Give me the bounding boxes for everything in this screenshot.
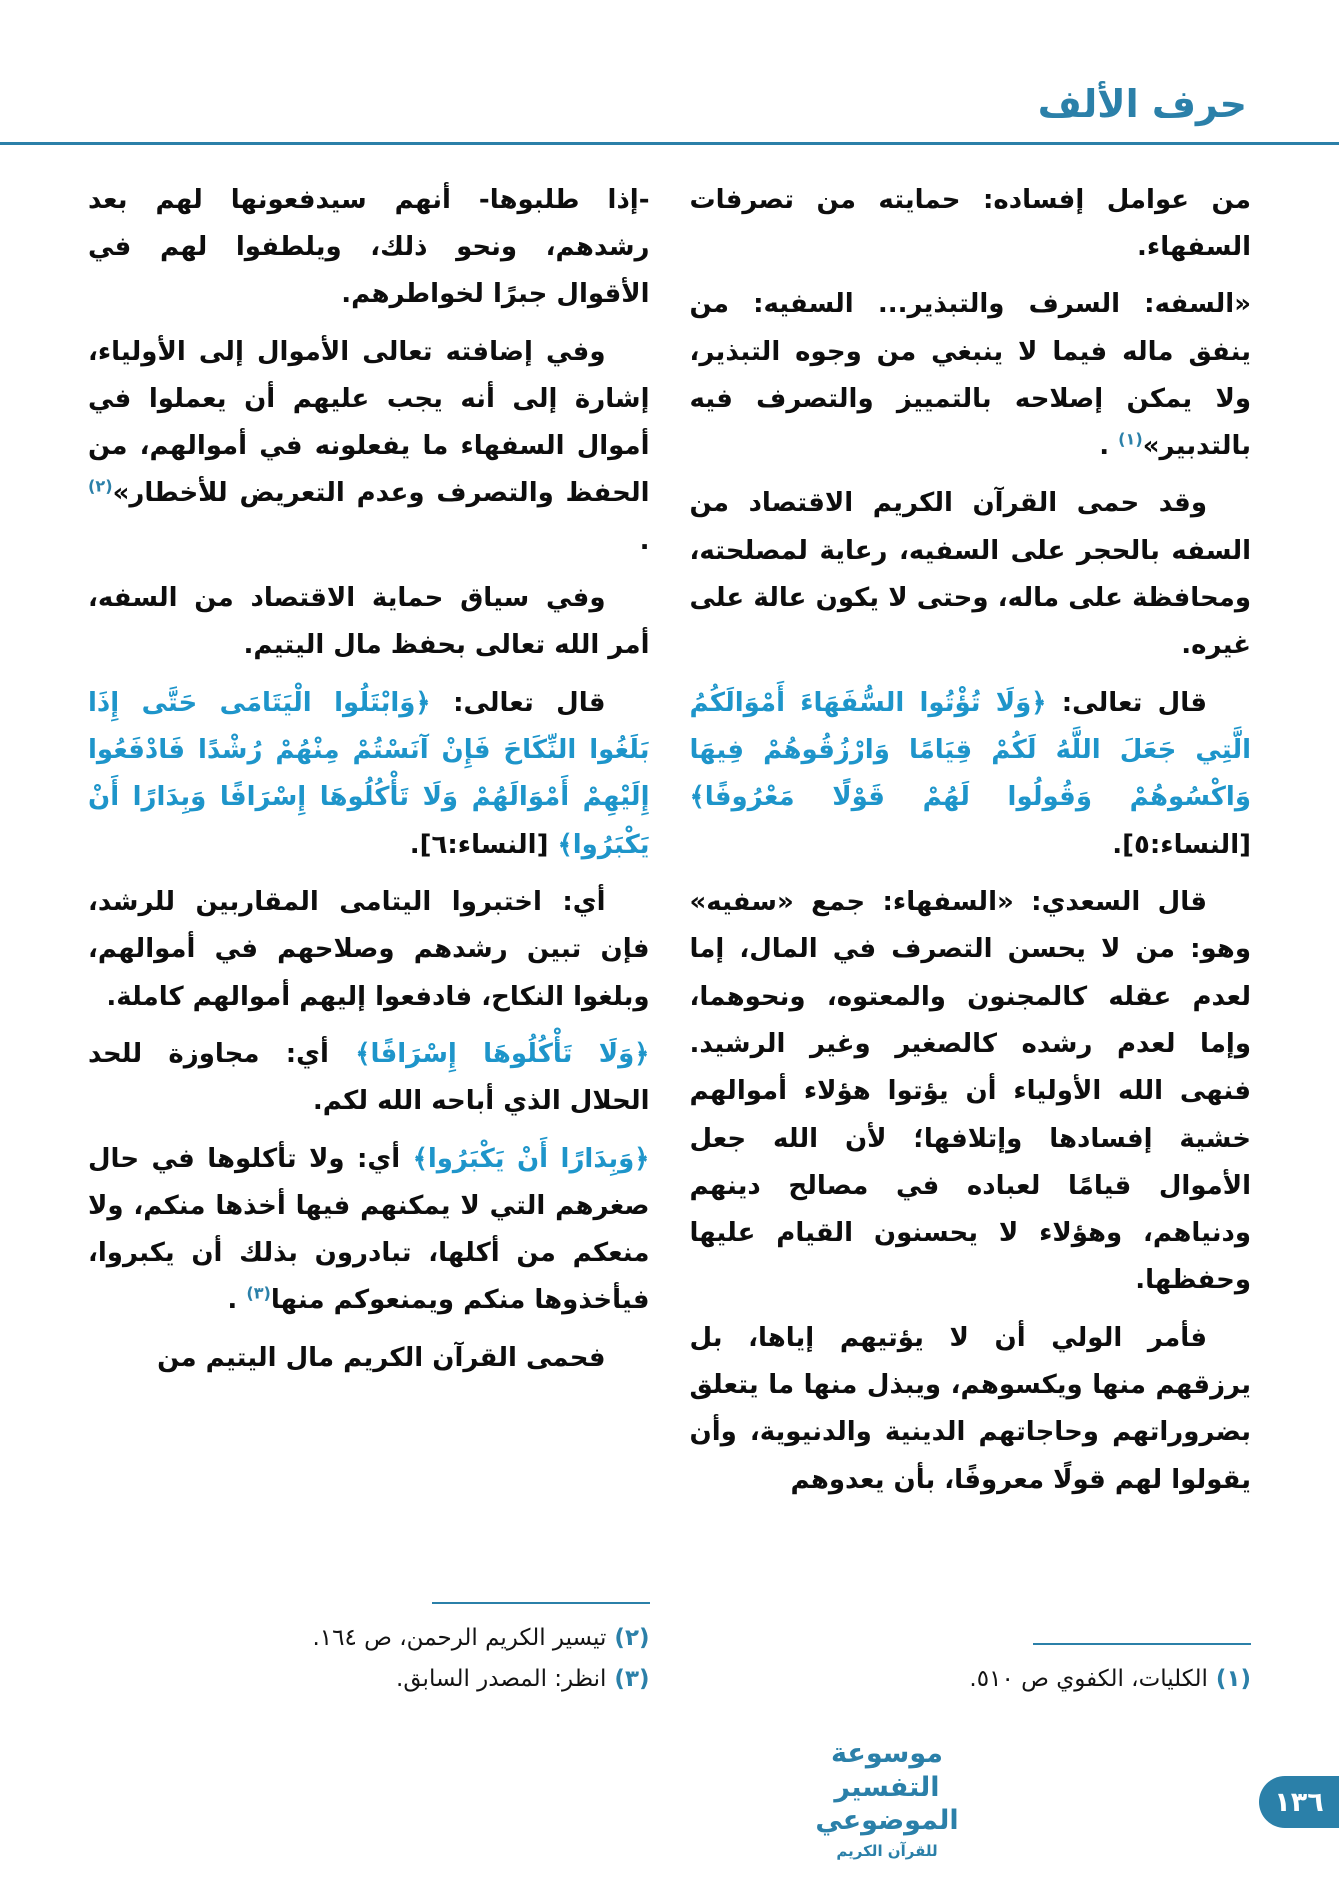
text-run: [النساء:٥]. (1112, 829, 1251, 860)
text-run: [النساء:٦]. (409, 829, 558, 860)
paragraph (88, 1335, 650, 1382)
text-run: وفي سياق حماية الاقتصاد من السفه، أمر الله تعالى بحفظ مال اليتيم. (88, 583, 650, 661)
text-run: وفي إضافته تعالى الأموال إلى الأولياء، إشارة إلى أنه يجب عليهم أن يعملوا في أموال السفهاء ما يفعلونه في أموالهم، من الحفظ والتصرف وعدم التعريض للأخطار» (88, 336, 650, 509)
footnote (690, 1659, 1252, 1700)
page-header (0, 0, 1339, 128)
paragraph (88, 879, 650, 1021)
paragraph (690, 680, 1252, 869)
text-run: فأمر الولي أن لا يؤتيهم إياها، بل يرزقهم منها ويكسوهم، ويبذل منها ما يتعلق بضروراتهم وحاجاتهم الدينية والدنيوية، وأن يقولوا لهم قولًا معروفًا، بأن يعدوهم (689, 1322, 1251, 1495)
column-footnotes (690, 1635, 1252, 1700)
footnote-ref: (١) (1118, 429, 1143, 449)
footnote (88, 1618, 650, 1659)
footnote-separator (432, 1602, 650, 1604)
paragraph (88, 1031, 650, 1126)
text-run: من عوامل إفساده: حمايته من تصرفات السفهاء. (689, 184, 1251, 262)
footnote-text: الكليات، الكفوي ص ٥١٠. (969, 1666, 1208, 1693)
text-run: . (1099, 431, 1119, 462)
paragraph (88, 680, 650, 869)
footnote-separator (1033, 1643, 1251, 1645)
page-number-badge (1259, 1776, 1339, 1828)
paragraph (88, 575, 650, 670)
publisher-logo-subtitle: للقرآن الكريم (836, 1842, 938, 1860)
footnote-text: تيسير الكريم الرحمن، ص ١٦٤. (312, 1624, 607, 1651)
column-right (690, 177, 1252, 1701)
text-run: . (639, 525, 650, 556)
column-footnotes (88, 1594, 650, 1701)
text-columns (0, 145, 1339, 1701)
footnote-ref: (٢) (88, 476, 113, 496)
text-run: وقد حمى القرآن الكريم الاقتصاد من السفه بالحجر على السفيه، رعاية لمصلحته، ومحافظة على ماله، وحتى لا يكون عالة على غيره. (689, 488, 1251, 661)
text-run: أي: مجاوزة للحد الحلال الذي أباحه الله لكم. (88, 1038, 650, 1117)
chapter-title: حرف الألف (1037, 82, 1247, 126)
column-footnotes-list (88, 1618, 650, 1701)
paragraph (690, 1315, 1252, 1504)
column-content (690, 177, 1252, 1514)
footnote-number: (٢) (606, 1624, 650, 1651)
text-run: قال السعدي: «السفهاء: جمع «سفيه» وهو: من لا يحسن التصرف في المال، إما لعدم عقله كالمجنون والمعتوه، ونحوهما، وإما لعدم رشده كالصغير وغير الرشيد. فنهى الله الأولياء أن يؤتوا هؤلاء أموالهم خشية إفسادها وإتلافها؛ لأن الله جعل الأموال قيامًا لعباده في مصالح دينهم ودنياهم، وهؤلاء لا يحسنون القيام عليها وحفظها. (689, 886, 1251, 1296)
text-run: -إذا طلبوها- أنهم سيدفعونها لهم بعد رشدهم، ونحو ذلك، ويلطفوا لهم في الأقوال جبرًا لخواطرهم. (88, 184, 650, 310)
paragraph (690, 281, 1252, 470)
footnote-text: انظر: المصدر السابق. (396, 1666, 607, 1693)
quran-verse: ﴿وَابْتَلُوا الْيَتَامَى حَتَّى إِذَا بَلَغُوا النِّكَاحَ فَإِنْ آنَسْتُمْ مِنْهُمْ رُشْدًا فَادْفَعُوا إِلَيْهِمْ أَمْوَالَهُمْ وَلَا تَأْكُلُوهَا إِسْرَافًا وَبِدَارًا أَنْ يَكْبَرُوا﴾ (88, 687, 650, 860)
footnote-number: (٣) (606, 1666, 650, 1693)
quran-verse: ﴿وَلَا تَأْكُلُوهَا إِسْرَافًا﴾ (355, 1038, 650, 1069)
text-run: أي: ولا تأكلوها في حال صغرهم التي لا يمكنهم فيها أخذها منكم، ولا منعكم من أكلها، تبادرون بذلك أن يكبروا، فيأخذوها منكم ويمنعوكم منها (88, 1143, 650, 1316)
quran-verse: ﴿وَبِدَارًا أَنْ يَكْبَرُوا﴾ (412, 1143, 650, 1174)
text-run: «السفه: السرف والتبذير... السفيه: من ينفق ماله فيما لا ينبغي من وجوه التبذير، ولا يمكن إصلاحه بالتمييز والتصرف فيه بالتدبير» (689, 289, 1251, 462)
column-content (88, 177, 650, 1393)
paragraph (690, 177, 1252, 272)
text-run: قال تعالى: (430, 687, 606, 718)
paragraph (690, 480, 1252, 669)
text-run: أي: اختبروا اليتامى المقاربين للرشد، فإن تبين رشدهم وصلاحهم في أموالهم، وبلغوا النكاح، فادفعوا إليهم أموالهم كاملة. (88, 886, 650, 1012)
quran-verse: ﴿وَلَا تُؤْتُوا السُّفَهَاءَ أَمْوَالَكُمُ الَّتِي جَعَلَ اللَّهُ لَكُمْ قِيَامًا وَارْزُقُوهُمْ فِيهَا وَاكْسُوهُمْ وَقُولُوا لَهُمْ قَوْلًا مَعْرُوفًا﴾ (689, 687, 1251, 813)
text-run: . (227, 1285, 247, 1316)
paragraph (690, 879, 1252, 1305)
paragraph (88, 177, 650, 319)
footnote-ref: (٣) (246, 1283, 271, 1303)
column-left (88, 177, 650, 1701)
footnote-number: (١) (1207, 1666, 1251, 1693)
text-run: فحمى القرآن الكريم مال اليتيم من (157, 1342, 606, 1373)
footnote (88, 1659, 650, 1700)
publisher-logo (787, 1737, 987, 1860)
publisher-logo-title: موسوعة التفسير الموضوعي (815, 1737, 959, 1837)
paragraph (88, 1136, 650, 1325)
paragraph (88, 329, 650, 566)
text-run: قال تعالى: (1046, 687, 1207, 718)
page-number: ١٣٦ (1274, 1786, 1324, 1818)
column-footnotes-list (690, 1659, 1252, 1700)
